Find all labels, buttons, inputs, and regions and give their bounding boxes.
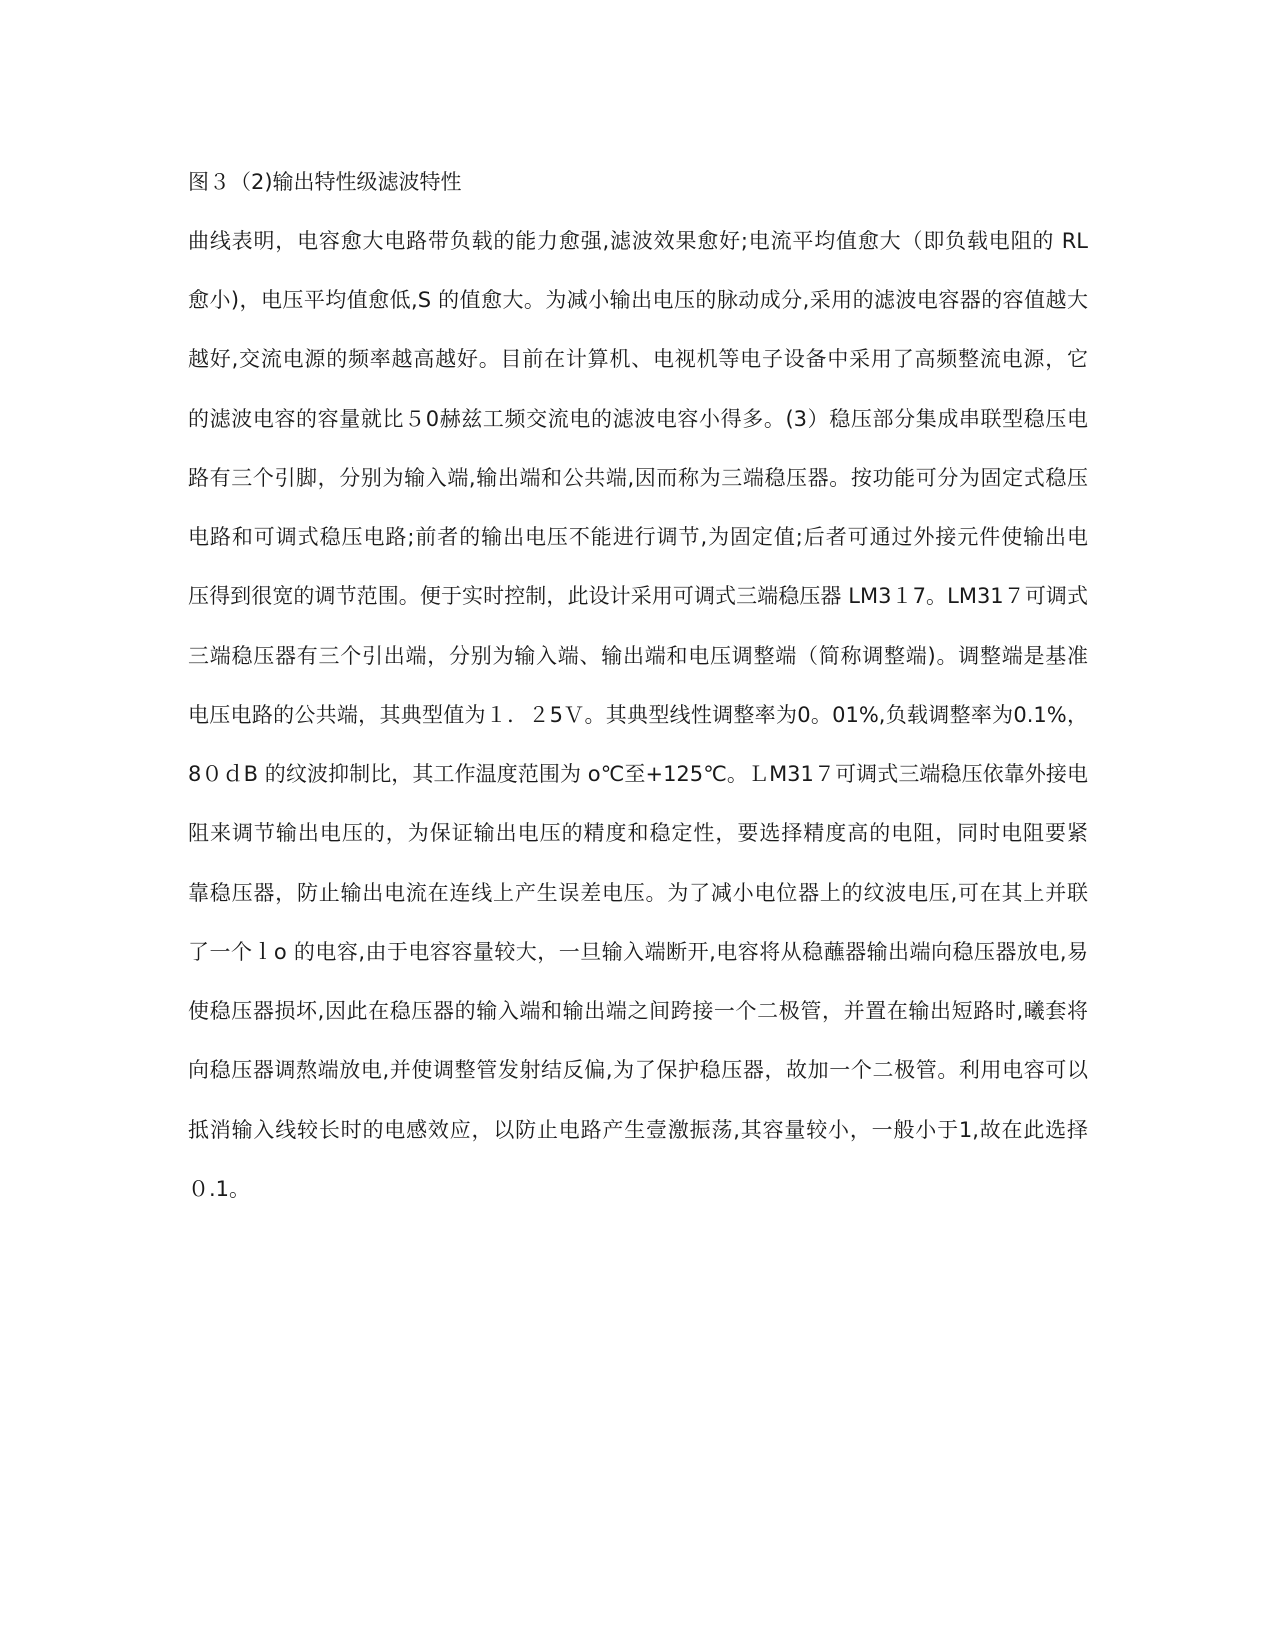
paragraph-line: 三端稳压器有三个引出端，分别为输入端、输出端和电压调整端（简称调整端)。调整端是基准	[188, 644, 1088, 668]
paragraph-line: 愈小)，电压平均值愈低,S 的值愈大。为减小输出电压的脉动成分,采用的滤波电容器的容值越大	[188, 288, 1088, 312]
paragraph-line: 使稳压器损坏,因此在稳压器的输入端和输出端之间跨接一个二极管，并置在输出短路时,曦套将	[188, 999, 1088, 1023]
paragraph-line: 8０ｄB 的纹波抑制比，其工作温度范围为 o℃至+125℃。ＬM31７可调式三端稳压依靠外接电	[188, 762, 1088, 786]
paragraph-line: 路有三个引脚，分别为输入端,输出端和公共端,因而称为三端稳压器。按功能可分为固定式稳压	[188, 466, 1088, 490]
figure-caption: 图３（2)输出特性级滤波特性	[188, 170, 462, 194]
paragraph-line: 靠稳压器，防止输出电流在连线上产生误差电压。为了减小电位器上的纹波电压,可在其上并联	[188, 881, 1088, 905]
paragraph-line: 曲线表明，电容愈大电路带负载的能力愈强,滤波效果愈好;电流平均值愈大（即负载电阻的 RL	[188, 229, 1088, 253]
paragraph-line: 的滤波电容的容量就比５0赫兹工频交流电的滤波电容小得多。(3）稳压部分集成串联型稳压电	[188, 407, 1088, 431]
paragraph-line: ０.1。	[188, 1177, 251, 1201]
paragraph-line: 电路和可调式稳压电路;前者的输出电压不能进行调节,为固定值;后者可通过外接元件使输出电	[188, 525, 1088, 549]
paragraph-line: 电压电路的公共端，其典型值为１．２5Ｖ。其典型线性调整率为0。01%,负载调整率为0.1%，	[188, 703, 1088, 727]
paragraph-line: 向稳压器调熬端放电,并使调整管发射结反偏,为了保护稳压器，故加一个二极管。利用电容可以	[188, 1058, 1088, 1082]
paragraph-line: 越好,交流电源的频率越高越好。目前在计算机、电视机等电子设备中采用了高频整流电源，它	[188, 347, 1088, 371]
paragraph-line: 阻来调节输出电压的，为保证输出电压的精度和稳定性，要选择精度高的电阻，同时电阻要紧	[188, 821, 1088, 845]
paragraph-line: 了一个ｌo 的电容,由于电容容量较大，一旦输入端断开,电容将从稳蘸器输出端向稳压器放电,易	[188, 940, 1088, 964]
paragraph-line: 抵消输入线较长时的电感效应，以防止电路产生壹激振荡,其容量较小，一般小于1,故在此选择	[188, 1118, 1088, 1142]
paragraph-line: 压得到很宽的调节范围。便于实时控制，此设计采用可调式三端稳压器 LM3１7。LM31７可调式	[188, 584, 1088, 608]
